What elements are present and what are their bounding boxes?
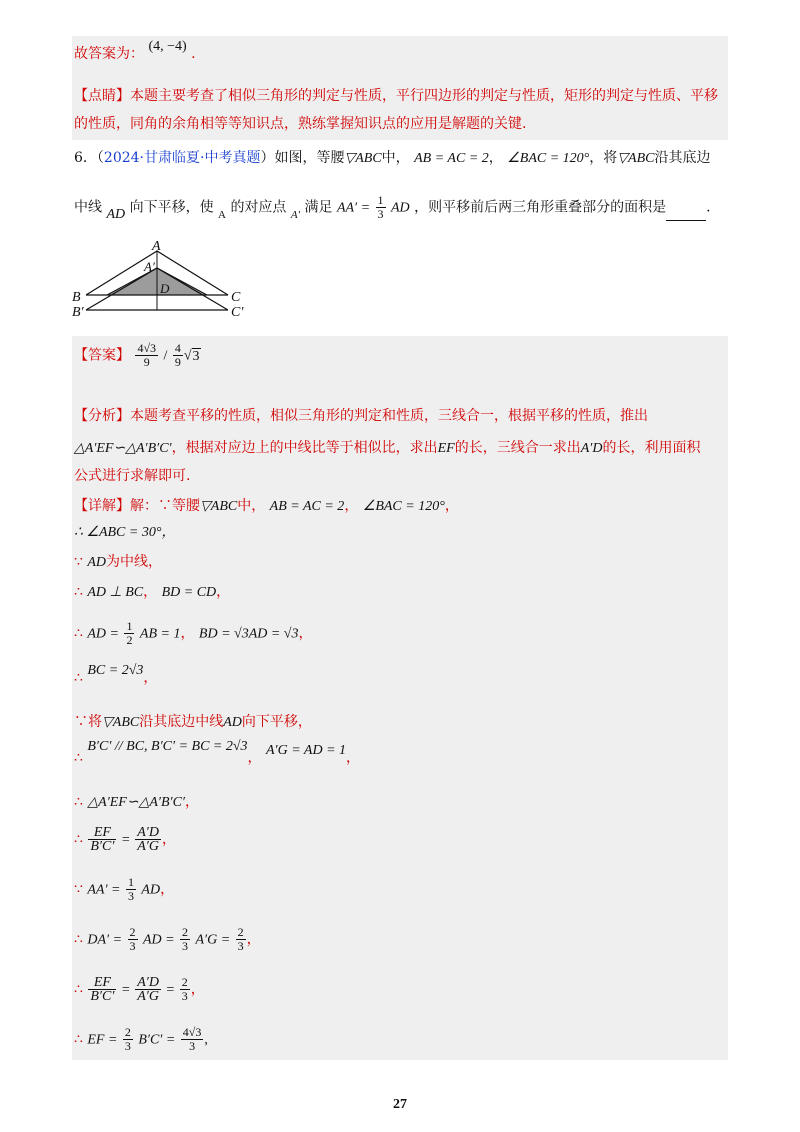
label-a: A bbox=[152, 240, 161, 254]
label-b: B bbox=[72, 290, 81, 305]
dianjing-line-2: 的性质，同角的余角相等等知识点，熟练掌握知识点的应用是解题的关键. bbox=[74, 116, 527, 132]
detail-step-2: ∵ AD为中线， bbox=[74, 554, 163, 570]
detail-step-8: ∴ △A′EF∽△A′B′C′， bbox=[74, 794, 199, 810]
detail-step-7: ∴ B′C′ // BC, B′C′ = BC = 2√3， A′G = AD = 1， bbox=[74, 739, 361, 766]
answer-blank bbox=[666, 206, 706, 221]
label-b1: B′ bbox=[72, 305, 84, 320]
detail-step-13: ∴ EF = $\frac{2}{3}$ B′C′ = $\frac{4√3}{3}$ , bbox=[74, 1025, 208, 1053]
analysis-line-3: 公式进行求解即可. bbox=[74, 468, 191, 484]
detail-step-1: ∴ ∠ABC = 30°， bbox=[74, 525, 176, 540]
detail-step-4: ∴ AD = $\frac{1}{2}$ AB = 1， BD = √3AD = √3， bbox=[74, 619, 313, 647]
prev-answer-line: 故答案为： (4, −4) . bbox=[74, 39, 196, 62]
question-line-2: 中线 AD 向下平移，使 $_A$ 的对应点 $_{A'}$ 满足 AA′ = $\frac{1}{3}$ AD ，则平移前后两三角形重叠部分的面积是 . bbox=[74, 193, 711, 222]
page-number: 27 bbox=[393, 1097, 407, 1112]
label-a1: A′ bbox=[144, 259, 155, 274]
label-c1: C′ bbox=[231, 305, 244, 320]
analysis-line-1: 【分析】本题考查平移的性质，相似三角形的判定和性质，三线合一，根据平移的性质，推出 bbox=[74, 408, 648, 424]
detail-step-10: ∵ AA′ = $\frac{1}{3}$ AD， bbox=[74, 875, 175, 903]
dianjing-line-1: 【点睛】本题主要考查了相似三角形的判定与性质，平行四边形的判定与性质，矩形的判定与性质、平移 bbox=[74, 88, 718, 104]
label-c: C bbox=[231, 290, 241, 305]
detail-step-12: ∴ $\frac{EF}{B'C'}$ = $\frac{A'D}{A'G}$ = $\frac{2}{3}$ ， bbox=[74, 975, 205, 1004]
answer-line: 【答案】 $\frac{4√3}{9}$ / $\frac{4}{9}$ √3 bbox=[74, 341, 200, 369]
question-source: 2024·甘肃临夏·中考真题 bbox=[103, 150, 261, 166]
detail-step-11: ∴ DA′ = $\frac{2}{3}$ AD = $\frac{2}{3}$ A′G = $\frac{2}{3}$ ， bbox=[74, 925, 261, 953]
triangle-figure bbox=[70, 240, 260, 320]
analysis-line-2: △A′EF∽△A′B′C′，根据对应边上的中线比等于相似比，求出EF的长，三线合一求出A′D的长，利用面积 bbox=[74, 440, 701, 456]
question-line-1: 6．（2024·甘肃临夏·中考真题）如图，等腰▽ABC中， AB = AC = 2， ∠BAC = 120°，将▽ABC沿其底边 bbox=[74, 150, 711, 166]
detail-step-9: ∴ $\frac{EF}{B'C'}$ = $\frac{A'D}{A'G}$ ， bbox=[74, 825, 176, 854]
detail-step-6: ∵将▽ABC沿其底边中线AD向下平移， bbox=[74, 714, 312, 730]
label-d: D bbox=[160, 281, 170, 296]
detail-step-3: ∴ AD ⊥ BC， BD = CD， bbox=[74, 584, 231, 600]
detail-line-1: 【详解】解：∵等腰▽ABC中， AB = AC = 2， ∠BAC = 120°， bbox=[74, 498, 459, 514]
detail-step-5: ∴ BC = 2√3， bbox=[74, 663, 158, 686]
